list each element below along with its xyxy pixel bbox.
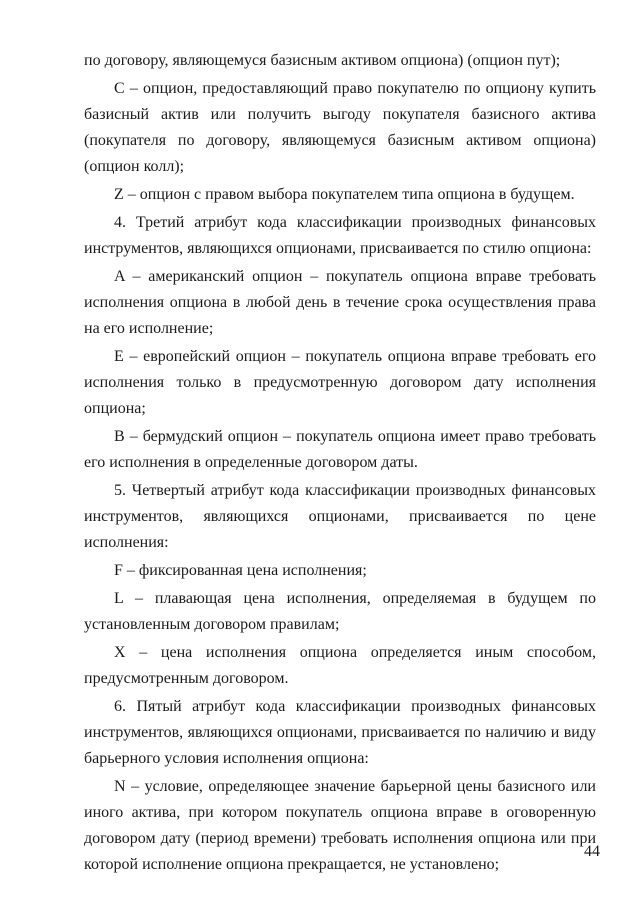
paragraph-third-attribute: 4. Третий атрибут кода классификации производных финансовых инструментов, являющихся опционами, присваивается по стилю опциона: <box>84 214 596 257</box>
paragraph-floating-price: L – плавающая цена исполнения, определяемая в будущем по установленным договором правилам; <box>84 590 596 633</box>
paragraph-no-barrier: N – условие, определяющее значение барьерной цены базисного или иного актива, при котором покупатель опциона вправе в оговоренную договором дату (период времени) требовать исполнения опциона или при которой исполнение опциона прекращается, не установлено; <box>84 778 596 873</box>
paragraph-call-option: C – опцион, предоставляющий право покупателю по опциону купить базисный актив или получить выгоду покупателя базисного актива (покупателя по договору, являющемуся базисным активом опциона) (опцион колл); <box>84 80 596 175</box>
paragraph-other-price: X – цена исполнения опциона определяется иным способом, предусмотренным договором. <box>84 644 596 687</box>
paragraph-chooser-option: Z – опцион с правом выбора покупателем типа опциона в будущем. <box>114 186 575 203</box>
paragraph-fixed-price: F – фиксированная цена исполнения; <box>114 562 367 579</box>
paragraph-fifth-attribute: 6. Пятый атрибут кода классификации производных финансовых инструментов, являющихся опционами, присваивается по наличию и виду барьерного условия исполнения опциона: <box>84 698 596 767</box>
paragraph-american-option: A – американский опцион – покупатель опциона вправе требовать исполнения опциона в любой день в течение срока осуществления права на его исполнение; <box>84 268 596 337</box>
paragraph-fourth-attribute: 5. Четвертый атрибут кода классификации производных финансовых инструментов, являющихся опционами, присваивается по цене исполнения: <box>84 482 596 551</box>
paragraph-bermudan-option: B – бермудский опцион – покупатель опциона имеет право требовать его исполнения в определенные договором даты. <box>84 428 596 471</box>
page-number: 44 <box>584 843 600 860</box>
body-text <box>84 48 596 880</box>
paragraph-put-continuation: по договору, являющемуся базисным активом опциона) (опцион пут); <box>84 52 561 69</box>
paragraph-european-option: E – европейский опцион – покупатель опциона вправе требовать его исполнения только в предусмотренную договором дату исполнения опциона; <box>84 348 596 417</box>
